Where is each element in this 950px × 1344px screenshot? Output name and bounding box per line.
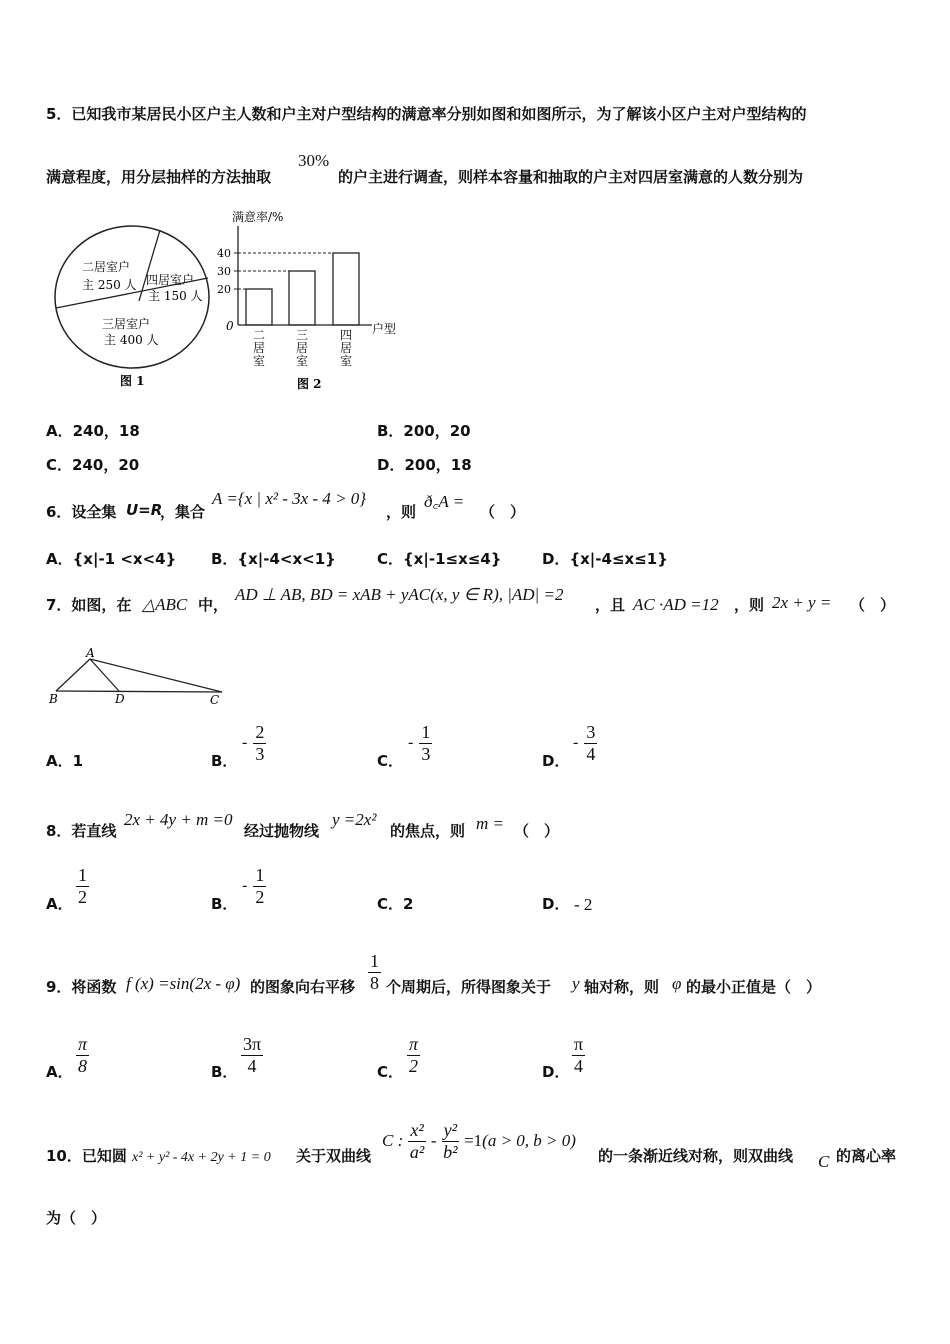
q8-option-b-value: - $\frac{1}{2}$	[242, 865, 265, 907]
pie-label-4room-a: 四居室户	[146, 273, 195, 287]
q10-end: 的离心率	[836, 1147, 897, 1165]
q9-after: 个周期后，所得图象关于	[386, 978, 552, 996]
q10-mid: 关于双曲线	[296, 1147, 372, 1165]
q5-line2a: 满意程度，用分层抽样的方法抽取	[46, 168, 272, 186]
segment-ab	[56, 659, 90, 691]
point-a-label: A	[86, 646, 95, 660]
q8-m-var: m =	[476, 814, 504, 833]
q8-parabola: y =2x²	[332, 810, 377, 829]
q7-option-a: A．1	[46, 752, 84, 770]
q10-hyperbola: C : $\frac{\text{x²}}{\text{a²}}$ - $\frac{\text{y²}}{\text{b²}}$ =1(a > 0, b > 0)	[382, 1120, 576, 1162]
q6-option-a: A．{x|-1 <x<4}	[46, 550, 177, 568]
pie-caption: 图 1	[120, 374, 145, 388]
q6-mid: ，集合	[160, 503, 206, 521]
q10-c-var: C	[818, 1152, 830, 1171]
q6-option-c: C．{x|-1≤x≤4}	[377, 550, 502, 568]
q7-option-c-value: - $\frac{1}{3}$	[408, 722, 431, 764]
bar-category-label-2: 室	[340, 354, 353, 368]
q8-option-d-label: D．	[542, 895, 570, 913]
q9-after2: 轴对称，则	[584, 978, 660, 996]
bar-category-label-0: 居	[253, 341, 266, 355]
q7-option-d-label: D．	[542, 752, 570, 770]
triangle-figure	[44, 642, 234, 710]
bar-xlabel: 户型	[372, 322, 397, 336]
q5-line1: 5．已知我市某居民小区户主人数和户主对户型结构的满意率分别如图和如图所示，为了解该小区户主对户型结构的	[46, 105, 807, 123]
q7-option-d-value: - $\frac{3}{4}$	[573, 722, 596, 764]
q7-expression: 2x + y =	[772, 593, 832, 612]
q9-option-d-label: D．	[542, 1063, 570, 1081]
q7-then: ，则	[734, 596, 765, 614]
q8-mid: 经过抛物线	[244, 822, 320, 840]
q9-mid: 的图象向右平移	[250, 978, 356, 996]
bar-category-label-2: 四	[340, 328, 353, 342]
q8-option-a-value: $\frac{1}{2}$	[78, 865, 87, 907]
q7-triangle: △ABC	[142, 595, 188, 614]
bar-category-label-1: 室	[296, 354, 309, 368]
q7-option-c-label: C．	[377, 752, 404, 770]
point-d-label: D	[115, 692, 125, 706]
bar-ylabel: 满意率/%	[232, 210, 284, 224]
q9-prefix: 9．将函数	[46, 978, 117, 996]
q6-option-d: D．{x|-4≤x≤1}	[542, 550, 668, 568]
q9-option-a-value: $\frac{\pi}{8}$	[78, 1034, 88, 1076]
bar-chart	[212, 208, 412, 393]
q9-end: 的最小正值是（ ）	[686, 978, 822, 996]
bar-category-label-2: 居	[340, 341, 353, 355]
q6-prefix: 6．设全集	[46, 503, 117, 521]
q5-option-a: A．240，18	[46, 422, 140, 440]
point-c-label: C	[210, 693, 220, 707]
q9-phi: φ	[672, 974, 682, 993]
q7-prefix: 7．如图，在	[46, 596, 132, 614]
q8-option-a-label: A．	[46, 895, 73, 913]
pie-label-2room-a: 二居室户	[82, 260, 131, 274]
q6-then: ，则	[386, 503, 417, 521]
q9-option-b-label: B．	[211, 1063, 238, 1081]
bar-caption: 图 2	[297, 377, 322, 391]
q6-complement: ð꜀A =	[424, 492, 465, 511]
q8-line-equation: 2x + 4y + m =0	[124, 810, 233, 829]
q6-option-b: B．{x|-4<x<1}	[211, 550, 336, 568]
bar-origin: 0	[226, 319, 234, 333]
pie-label-3room-a: 三居室户	[102, 317, 151, 331]
q10-prefix: 10．已知圆	[46, 1147, 127, 1165]
q7-and: ，且	[595, 596, 626, 614]
pie-label-4room-b: 主 150 人	[148, 289, 203, 303]
bar-ytick-label: 30	[217, 265, 231, 278]
segment-ad	[90, 659, 119, 691]
bar-category-label-0: 二	[253, 328, 266, 342]
q5-line2b: 的户主进行调查，则样本容量和抽取的户主对四居室满意的人数分别为	[338, 168, 804, 186]
q9-option-b-value: $\frac{3\pi}{4}$	[243, 1034, 262, 1076]
pie-label-3room-b: 主 400 人	[104, 333, 159, 347]
q5-option-b: B．200，20	[377, 422, 471, 440]
q8-option-d-value: - 2	[574, 895, 593, 914]
q7-option-b-label: B．	[211, 752, 238, 770]
q7-condition: AD ⊥ AB, BD = xAB + yAC(x, y ∈ R), |AD| =2	[235, 585, 564, 604]
q6-universe: U=R	[126, 501, 163, 519]
bar-1	[289, 271, 315, 325]
bar-0	[246, 289, 272, 325]
q8-option-c: C．2	[377, 895, 414, 913]
bar-ytick-label: 20	[217, 283, 231, 296]
segment-ac	[90, 659, 222, 692]
q7-paren: （ ）	[850, 596, 896, 614]
pie-chart	[50, 222, 220, 394]
q9-function: f (x) =sin(2x - φ)	[126, 974, 241, 993]
q9-option-a-label: A．	[46, 1063, 73, 1081]
q9-fraction: $\frac{1}{8}$	[370, 951, 379, 993]
q9-option-c-label: C．	[377, 1063, 404, 1081]
bar-2	[333, 253, 359, 325]
bar-category-label-1: 居	[296, 341, 309, 355]
q8-option-b-label: B．	[211, 895, 238, 913]
point-b-label: B	[49, 692, 58, 706]
q7-dot-product: AC ·AD =12	[633, 595, 719, 614]
q6-paren: （ ）	[480, 503, 526, 521]
q5-option-d: D．200，18	[377, 456, 472, 474]
bar-category-label-1: 三	[296, 328, 309, 342]
q7-mid: 中，	[198, 596, 229, 614]
q9-option-c-value: $\frac{\pi}{2}$	[409, 1034, 419, 1076]
q8-prefix: 8．若直线	[46, 822, 117, 840]
q8-after: 的焦点，则	[390, 822, 466, 840]
q10-after: 的一条渐近线对称，则双曲线	[598, 1147, 794, 1165]
q7-option-b-value: - $\frac{2}{3}$	[242, 722, 265, 764]
q9-y-var: y	[572, 974, 580, 993]
q5-option-c: C．240，20	[46, 456, 140, 474]
q10-line2: 为（ ）	[46, 1209, 107, 1227]
q5-percent: 30%	[298, 151, 330, 170]
pie-label-2room-b: 主 250 人	[82, 278, 137, 292]
q10-circle: x² + y² - 4x + 2y + 1 = 0	[132, 1150, 271, 1165]
segment-bc	[56, 691, 222, 692]
bar-ytick-label: 40	[217, 247, 231, 260]
q8-paren: （ ）	[514, 822, 560, 840]
bar-category-label-0: 室	[253, 354, 266, 368]
q9-option-d-value: $\frac{\pi}{4}$	[574, 1034, 584, 1076]
q6-set: A ={x | x² - 3x - 4 > 0}	[212, 489, 367, 508]
